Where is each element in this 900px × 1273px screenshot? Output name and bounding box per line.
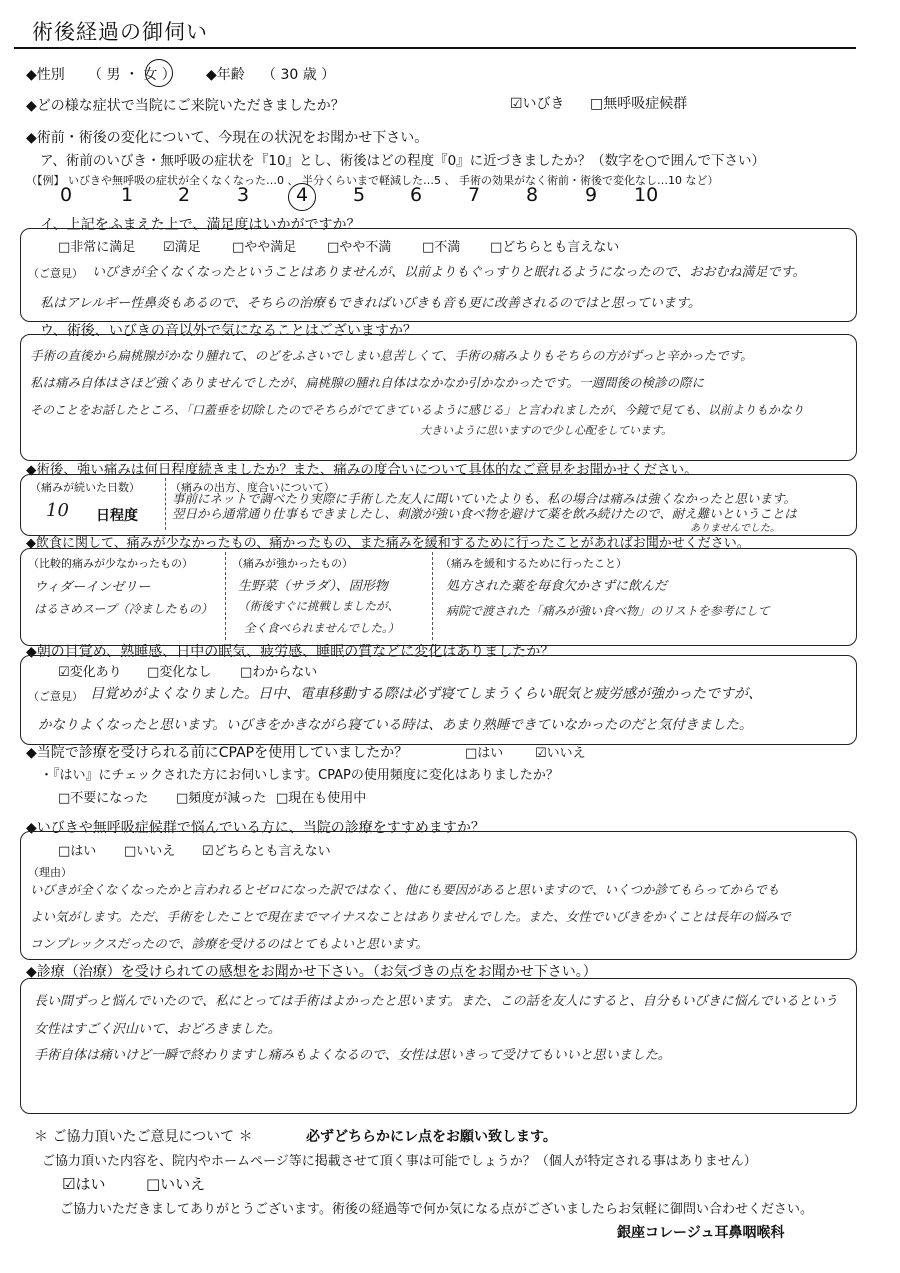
q6-col1-label: （比較的痛みが少なかったもの） [28, 557, 193, 570]
footer-option-yes[interactable]: ☑はい [62, 1175, 106, 1193]
q6-col2-label: （痛みが強かったもの） [232, 557, 353, 570]
scale-8[interactable]: 8 [526, 184, 539, 206]
q6-divider-1 [225, 552, 226, 640]
q3-answer-line-1: いびきが全くなくなったということはありませんが、以前よりもぐっすりと眠れるようになったので、おおむね満足です。 [92, 265, 806, 280]
gender-circle-mark [145, 59, 173, 87]
q3-option-unsatisfied[interactable]: □不満 [422, 240, 461, 255]
q3-option-somewhat-unsatisfied[interactable]: □やや不満 [327, 240, 392, 255]
q4-answer-line-2: 私は痛み自体はさほど強くありませんでしたが、扁桃腺の腫れ自体はなかなか引かなかったです。一週間後の検診の際に [30, 375, 705, 390]
q7-answer-line-2: かなりよくなったと思います。いびきをかきながら寝ている時は、あまり熟睡できていなかったのだと気付きました。 [38, 717, 753, 733]
age-value: （ 30 歳 ） [262, 67, 336, 83]
q6-divider-2 [432, 552, 433, 640]
q3-answer-line-2: 私はアレルギー性鼻炎もあるので、そちらの治療もできればいびきも音も更に改善されるのではと思っています。 [40, 296, 701, 311]
q9-answer-line-3: コンプレックスだったので、診療を受けるのはとてもよいと思います。 [30, 936, 429, 951]
q9-option-neutral[interactable]: ☑どちらとも言えない [202, 844, 331, 859]
q3-option-very-satisfied[interactable]: □非常に満足 [58, 240, 136, 255]
q5-divider [165, 478, 166, 530]
scale-6[interactable]: 6 [410, 184, 423, 206]
q4-question: ウ、術後、いびきの音以外で気になることはございますか？ [40, 323, 417, 339]
q2-example: （【例】 いびきや無呼吸の症状が全くなくなった…0 、 半分くらいまで軽減した…5 、 手術の効果がなく術前・術後で変化なし…10 など） [26, 174, 719, 187]
q3-option-satisfied[interactable]: ☑満足 [163, 240, 201, 255]
scale-3[interactable]: 3 [237, 184, 250, 206]
q8-sub-option-unneeded[interactable]: □不要になった [58, 791, 149, 806]
scale-9[interactable]: 9 [585, 184, 598, 206]
scale-4[interactable]: 4 [296, 184, 309, 206]
q4-answer-line-3: そのことをお話したところ、「口蓋垂を切除したのでそちらがでてきているように感じる」と言われましたが、今鏡で見ても、以前よりもかなり [30, 403, 805, 417]
gender-label: ◆性別 [26, 67, 65, 83]
q7-question: ◆朝の目覚め、熟睡感、日中の眠気、疲労感、睡眠の質などに変化はありましたか？ [26, 644, 555, 660]
q10-answer-line-2: 女性はすごく沢山いて、おどろきました。 [34, 1022, 281, 1037]
q1-question: ◆どの様な症状で当院にご来院いただきましたか？ [26, 98, 345, 114]
q5-days-unit: 日程度 [96, 508, 138, 524]
q2-sub-a: ア、術前のいびき・無呼吸の症状を『10』とし、術後はどの程度『0』に近づきましたか？（数字を○で囲んで下さい） [40, 153, 765, 169]
scale-0[interactable]: 0 [60, 184, 73, 206]
q6-col3-line-2: 病院で渡された「痛みが強い食べ物」のリストを参考にして [446, 604, 770, 618]
q8-sub-option-reduced[interactable]: □頻度が減った [176, 791, 267, 806]
q8-question: ◆当院で診療を受けられる前にCPAPを使用していましたか？ [26, 745, 409, 761]
q8-option-yes[interactable]: □はい [465, 746, 504, 761]
q1-option-ibiki[interactable]: ☑いびき [510, 96, 565, 112]
q5-answer-line-2: 翌日から通常通り仕事もできましたし、刺激が強い食べ物を避けて薬を飲み続けたので、耐え難いということは [172, 506, 797, 521]
footer-note-bold: 必ずどちらかにレ点をお願い致します。 [306, 1129, 557, 1145]
footer-option-no[interactable]: □いいえ [146, 1175, 206, 1193]
q6-question: ◆飲食に関して、痛みが少なかったもの、痛かったもの、また痛みを緩和するために行ったことがあればお聞かせください。 [26, 536, 750, 551]
q5-detail-label: （痛みの出方、度合いについて） [170, 481, 335, 494]
q6-col3-line-1: 処方された薬を毎食欠かさずに飲んだ [446, 579, 668, 594]
gender-value: （ 男 ・ 女 ） [88, 67, 176, 83]
q6-col3-label: （痛みを緩和するために行ったこと） [440, 557, 627, 570]
q7-option-unchanged[interactable]: □変化なし [147, 665, 212, 680]
q9-answer-line-1: いびきが全くなくなったかと言われるとゼロになった訳ではなく、他にも要因があると思いますので、いくつか診てもらってからでも [30, 882, 780, 897]
page-title: 術後経過の御伺い [32, 20, 208, 44]
q9-answer-line-2: よい気がします。ただ、手術をしたことで現在までマイナスなことはありませんでした。また、女性でいびきをかくことは長年の悩みで [30, 909, 791, 924]
footer-thanks: ご協力いただきましてありがとうございます。術後の経過等で何か気になる点がございましたらお気軽に御問い合わせください。 [60, 1202, 813, 1217]
scale-selected-circle [288, 183, 316, 211]
q5-answer-line-1: 事前にネットで調べたり実際に手術した友人に聞いていたよりも、私の場合は痛みは強くなかったと思います。 [172, 491, 797, 506]
q6-col2-line-2: （術後すぐに挑戦しましたが、 [238, 599, 399, 613]
q5-days-value: 10 [46, 500, 69, 521]
q10-answer-line-3: 手術自体は痛いけど一瞬で終わりますし痛みもよくなるので、女性は思いきって受けてもいいと思いました。 [34, 1048, 671, 1063]
q5-answer-line-3: ありませんでした。 [690, 523, 780, 534]
q9-question: ◆いびきや無呼吸症候群で悩んでいる方に、当院の診療をすすめますか？ [26, 820, 485, 836]
q3-opinion-label: （ご意見） [28, 267, 83, 280]
q6-col1-line-2: はるさめスープ（冷ましたもの） [34, 602, 213, 616]
q3-option-somewhat-satisfied[interactable]: □やや満足 [232, 240, 297, 255]
q7-option-unknown[interactable]: □わからない [240, 665, 318, 680]
q4-answer-line-4: 大きいように思いますので少し心配をしています。 [420, 424, 673, 437]
q7-option-changed[interactable]: ☑変化あり [58, 665, 122, 680]
scale-10[interactable]: 10 [634, 184, 659, 206]
scale-1[interactable]: 1 [121, 184, 134, 206]
scale-7[interactable]: 7 [468, 184, 481, 206]
q5-days-label: （痛みが続いた日数） [30, 481, 140, 494]
q8-sub-option-still-using[interactable]: □現在も使用中 [276, 791, 367, 806]
q6-col2-line-3: 全く食べられませんでした。） [244, 621, 400, 635]
q6-col1-line-1: ウィダーインゼリー [34, 580, 151, 595]
q1-option-apnea[interactable]: □無呼吸症候群 [590, 96, 688, 112]
scale-5[interactable]: 5 [353, 184, 366, 206]
q6-col2-line-1: 生野菜（サラダ）、固形物 [238, 579, 388, 594]
q8-option-no[interactable]: ☑いいえ [535, 746, 586, 761]
q10-answer-line-1: 長い間ずっと悩んでいたので、私にとっては手術はよかったと思います。また、この話を友人にすると、自分もいびきに悩んでいるという [34, 994, 838, 1009]
q7-opinion-label: （ご意見） [28, 690, 83, 703]
q5-question: ◆術後、強い痛みは何日程度続きましたか？また、痛みの度合いについて具体的なご意見をお聞かせください。 [26, 462, 698, 478]
age-label: ◆年齢 [206, 67, 245, 83]
q9-option-no[interactable]: □いいえ [124, 844, 176, 859]
title-underline [14, 47, 856, 49]
q9-reason-label: （理由） [28, 866, 72, 879]
q2-question: ◆術前・術後の変化について、今現在の状況をお聞かせ下さい。 [26, 130, 429, 146]
q7-answer-line-1: 目覚めがよくなりました。日中、電車移動する際は必ず寝てしまうくらい眠気と疲労感が強かったですが、 [90, 686, 762, 702]
q3-option-neutral[interactable]: □どちらとも言えない [490, 240, 620, 255]
footer-question: ご協力頂いた内容を、院内やホームページ等に掲載させて頂く事は可能でしょうか？（個人が特定される事はありません） [42, 1154, 757, 1169]
q9-option-yes[interactable]: □はい [58, 844, 97, 859]
footer-clinic-name: 銀座コレージュ耳鼻咽喉科 [617, 1225, 785, 1241]
q10-question: ◆診療（治療）を受けられての感想をお聞かせ下さい。（お気づきの点をお聞かせ下さい。） [26, 964, 597, 980]
q4-answer-line-1: 手術の直後から扁桃腺がかなり腫れて、のどをふさいでしまい息苦しくて、手術の痛みよりもそちらの方がずっと辛かったです。 [30, 348, 753, 363]
footer-note-prefix: ＊ ご協力頂いたご意見について ＊ [34, 1129, 253, 1145]
q3-question: イ、上記をふまえた上で、満足度はいかがですか？ [40, 217, 361, 233]
q8-sub-question: ・『はい』にチェックされた方にお伺いします。CPAPの使用頻度に変化はありましたか？ [40, 768, 559, 783]
scale-2[interactable]: 2 [178, 184, 191, 206]
